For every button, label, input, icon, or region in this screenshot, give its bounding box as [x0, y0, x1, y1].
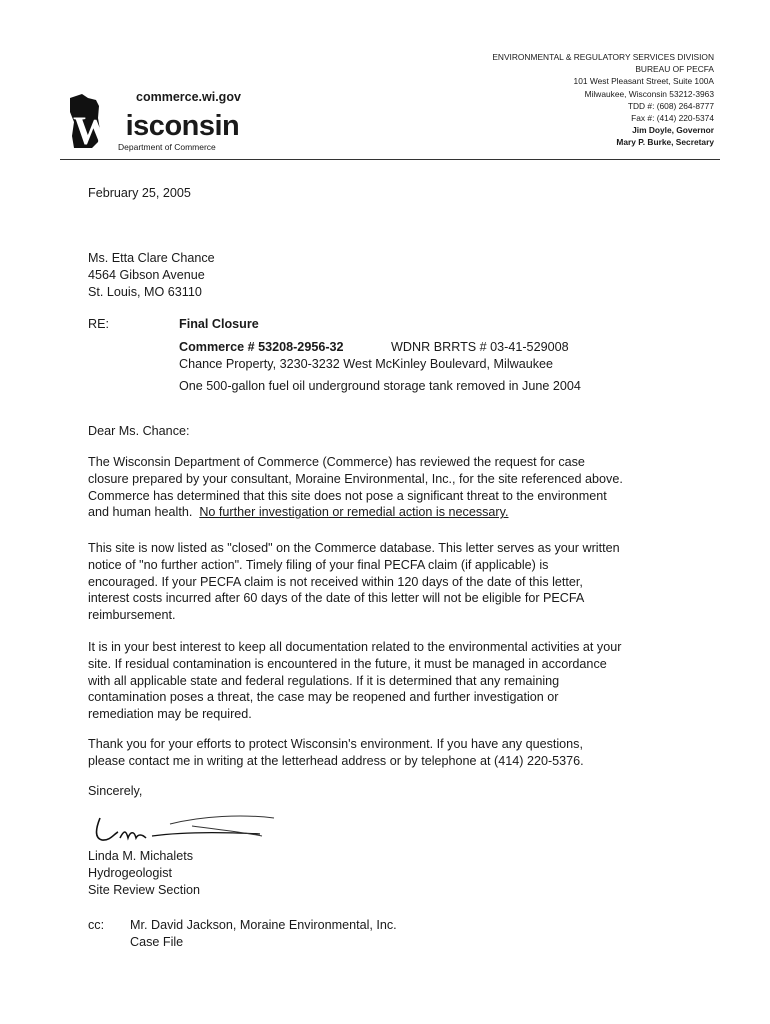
- re-tank: One 500-gallon fuel oil underground storage tank removed in June 2004: [179, 379, 581, 394]
- cc-recipient: Case File: [130, 934, 184, 949]
- recipient-line: St. Louis, MO 63110: [88, 284, 202, 299]
- paragraph-line: Thank you for your efforts to protect Wisconsin's environment. If you have any questions,: [88, 737, 583, 751]
- salutation: Dear Ms. Chance:: [88, 424, 190, 438]
- department-name: Department of Commerce: [118, 142, 216, 152]
- address-line: Mary P. Burke, Secretary: [616, 137, 714, 148]
- paragraph-line: The Wisconsin Department of Commerce (Commerce) has reviewed the request for case: [88, 455, 585, 469]
- address-line: ENVIRONMENTAL & REGULATORY SERVICES DIVISION: [492, 52, 714, 62]
- paragraph-line: remediation may be required.: [88, 707, 252, 722]
- cc-recipient: Mr. David Jackson, Moraine Environmental, Inc.: [130, 918, 397, 932]
- address-line: TDD #: (608) 264-8777: [627, 100, 714, 111]
- paragraph-line: site. If residual contamination is encountered in the future, it must be managed in accordance: [88, 656, 607, 671]
- svg-text:W: W: [73, 108, 113, 153]
- paragraph-4: [88, 736, 584, 770]
- paragraph-line: interest costs incurred after 60 days of the date of this letter will not be eligible for PECFA: [88, 591, 585, 606]
- paragraph-line: encouraged. If your PECFA claim is not received within 120 days of the date of this letter,: [88, 574, 583, 589]
- address-line: Fax #: (414) 220-5374: [631, 113, 714, 124]
- paragraph-3: [88, 639, 621, 723]
- paragraph-1: [88, 454, 623, 521]
- paragraph-line: with all applicable state and federal regulations. If it is determined that any remaining: [88, 673, 560, 688]
- paragraph-line: closure prepared by your consultant, Moraine Environmental, Inc., for the site referenced above.: [88, 471, 623, 486]
- re-label: RE:: [88, 317, 109, 331]
- wisconsin-map-icon: [68, 92, 113, 153]
- re-property: Chance Property, 3230-3232 West McKinley Boulevard, Milwaukee: [179, 356, 554, 371]
- address-line: Jim Doyle, Governor: [632, 125, 714, 136]
- letterhead-divider: [60, 159, 720, 160]
- paragraph-line: please contact me in writing at the letterhead address or by telephone at (414) 220-5376.: [88, 753, 584, 768]
- signer-title: Hydrogeologist: [88, 865, 173, 880]
- paragraph-line: Commerce has determined that this site does not pose a significant threat to the environment: [88, 488, 607, 503]
- re-block: [179, 316, 581, 395]
- address-line: 101 West Pleasant Street, Suite 100A: [573, 76, 714, 87]
- paragraph-line: and human health.: [88, 505, 200, 520]
- paragraph-line: reimbursement.: [88, 608, 176, 623]
- re-title: Final Closure: [179, 317, 259, 331]
- website-url: commerce.wi.gov: [136, 90, 241, 104]
- paragraph-line: notice of "no further action". Timely filing of your final PECFA claim (if applicable) is: [88, 557, 549, 572]
- address-line: BUREAU OF PECFA: [635, 64, 714, 75]
- paragraph-line: It is in your best interest to keep all documentation related to the environmental activities at your: [88, 640, 622, 654]
- logo-wordmark: [99, 112, 239, 141]
- no-further-action-statement: No further investigation or remedial action is necessary.: [199, 505, 509, 520]
- signer-section: Site Review Section: [88, 882, 200, 897]
- address-line: Milwaukee, Wisconsin 53212-3963: [584, 88, 714, 99]
- logo-wordmark-text: isconsin: [125, 110, 240, 142]
- cc-list: [130, 917, 397, 951]
- letterhead-address: [492, 51, 714, 149]
- recipient-address: [88, 250, 215, 300]
- re-commerce-number: Commerce # 53208-2956-32: [179, 339, 344, 354]
- signer-name: Linda M. Michalets: [88, 849, 193, 863]
- cc-label: cc:: [88, 918, 105, 932]
- letter-date: February 25, 2005: [88, 186, 191, 200]
- signer-block: [88, 848, 200, 898]
- signature: [92, 808, 282, 848]
- closing: Sincerely,: [88, 784, 143, 798]
- recipient-line: Ms. Etta Clare Chance: [88, 251, 215, 265]
- paragraph-line: contamination poses a threat, the case may be reopened and further investigation or: [88, 690, 559, 705]
- recipient-line: 4564 Gibson Avenue: [88, 267, 205, 282]
- re-wdnr-number: WDNR BRRTS # 03-41-529008: [391, 339, 569, 354]
- paragraph-line: This site is now listed as "closed" on the Commerce database. This letter serves as your written: [88, 541, 620, 555]
- paragraph-2: [88, 540, 620, 624]
